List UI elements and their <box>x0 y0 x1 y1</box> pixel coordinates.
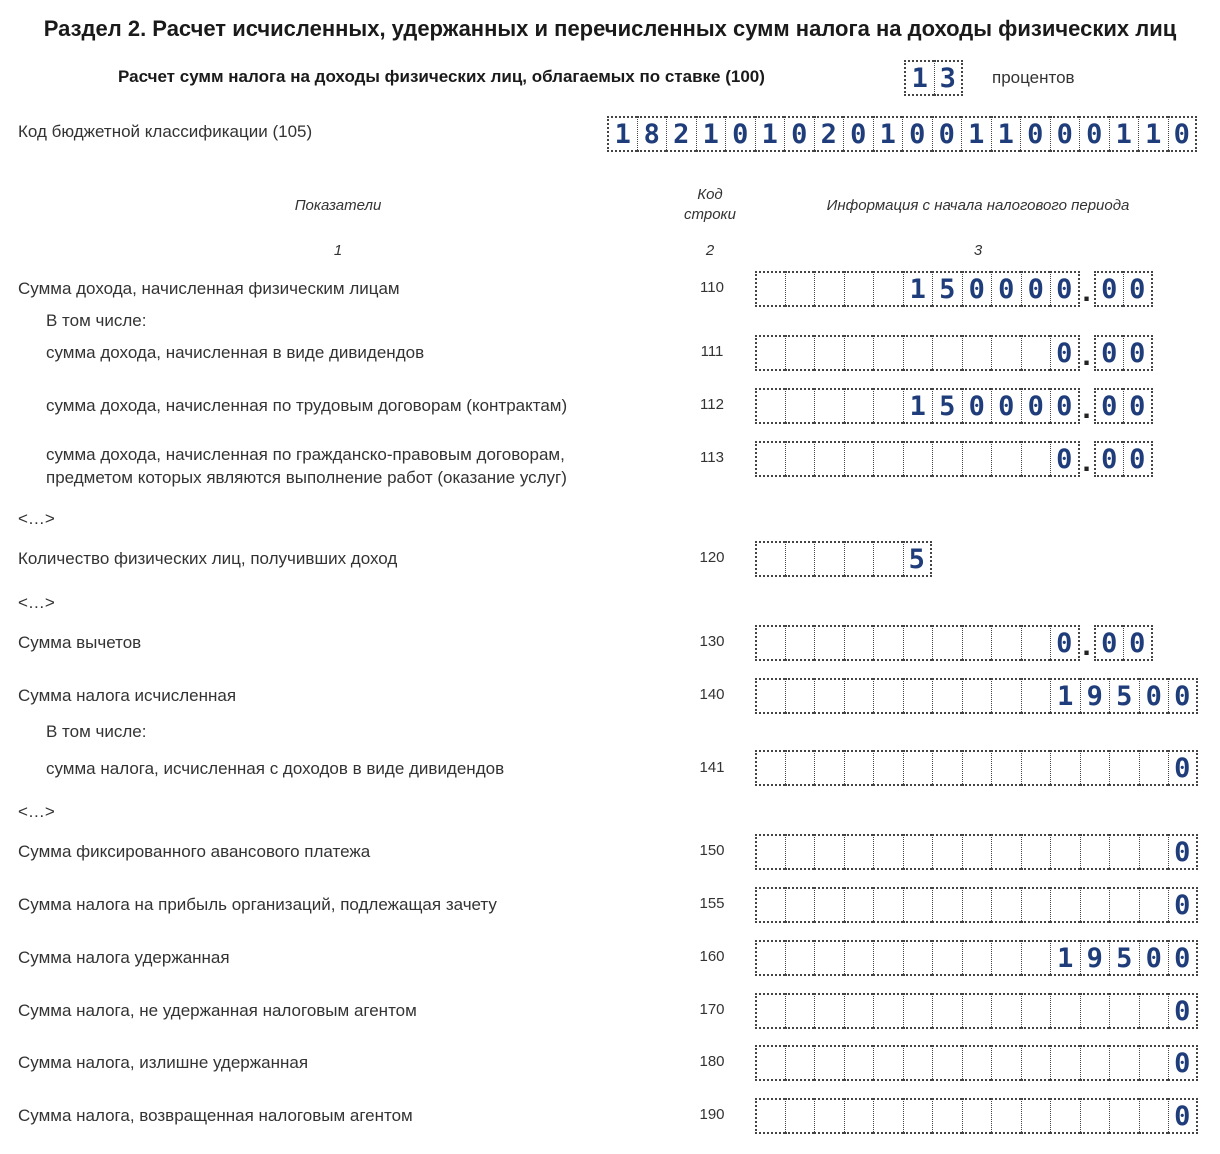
digit-cell[interactable]: 0 <box>1094 625 1124 661</box>
row-120-code: 120 <box>699 549 725 566</box>
row-112-code: 112 <box>700 396 724 413</box>
rate-field[interactable] <box>904 60 963 96</box>
row-190-field[interactable] <box>755 1098 1198 1134</box>
digit-cell[interactable] <box>844 625 874 661</box>
digit-cell[interactable]: 0 <box>1168 834 1198 870</box>
row-110-label: Сумма дохода, начисленная физическим лицам <box>18 279 400 298</box>
section-title: Раздел 2. Расчет исчисленных, удержанных и перечисленных сумм налога на доходы физических лиц <box>43 16 1177 41</box>
digit-cell[interactable] <box>1139 834 1169 870</box>
digit-cell[interactable]: 0 <box>1139 678 1169 714</box>
digit-cell[interactable]: 0 <box>1123 271 1153 307</box>
col-header-code-line1: Код <box>697 186 723 203</box>
digit-cell[interactable] <box>903 887 933 923</box>
digit-cell[interactable] <box>1139 993 1169 1029</box>
digit-cell[interactable] <box>785 834 815 870</box>
digit-cell[interactable]: 0 <box>1168 1045 1198 1081</box>
digit-cell[interactable] <box>932 678 962 714</box>
col-num-1: 1 <box>333 242 343 259</box>
ellipsis-2: <…> <box>18 593 55 612</box>
row-155-label: Сумма налога на прибыль организаций, подлежащая зачету <box>18 895 497 914</box>
digit-cell[interactable]: 1 <box>961 116 991 152</box>
digit-cell[interactable]: 0 <box>725 116 755 152</box>
digit-cell[interactable] <box>814 388 844 424</box>
digit-cell[interactable]: 5 <box>932 388 962 424</box>
row-160-label: Сумма налога удержанная <box>18 948 230 967</box>
digit-cell[interactable] <box>755 541 785 577</box>
digit-cell[interactable]: 0 <box>1050 625 1080 661</box>
row-150-field[interactable] <box>755 834 1198 870</box>
row-155-field[interactable] <box>755 887 1198 923</box>
digit-cell[interactable] <box>785 750 815 786</box>
digit-cell[interactable]: 0 <box>1123 441 1153 477</box>
digit-cell[interactable] <box>991 834 1021 870</box>
digit-cell[interactable]: 1 <box>1109 116 1139 152</box>
row-111-label: сумма дохода, начисленная в виде дивидендов <box>46 343 425 362</box>
row-170-label: Сумма налога, не удержанная налоговым агентом <box>18 1001 417 1020</box>
digit-cell[interactable] <box>873 993 903 1029</box>
row-130-code: 130 <box>699 633 725 650</box>
digit-cell[interactable] <box>991 678 1021 714</box>
kbk-label: Код бюджетной классификации (105) <box>18 122 313 141</box>
digit-cell[interactable] <box>962 750 992 786</box>
rate-label: Расчет сумм налога на доходы физических лиц, облагаемых по ставке (100) <box>118 67 765 86</box>
digit-cell[interactable]: 2 <box>666 116 696 152</box>
digit-cell[interactable] <box>814 940 844 976</box>
row-150-code: 150 <box>699 842 725 859</box>
digit-cell[interactable]: 0 <box>1021 388 1051 424</box>
row-120-label: Количество физических лиц, получивших доход <box>18 549 398 568</box>
row-140-label: Сумма налога исчисленная <box>18 686 237 705</box>
digit-cell[interactable]: 0 <box>962 388 992 424</box>
digit-cell[interactable] <box>814 993 844 1029</box>
digit-cell[interactable] <box>785 441 815 477</box>
row-180-label: Сумма налога, излишне удержанная <box>18 1053 309 1072</box>
digit-cell[interactable] <box>873 834 903 870</box>
digit-cell[interactable] <box>844 993 874 1029</box>
digit-cell[interactable] <box>1050 887 1080 923</box>
digit-cell[interactable]: 0 <box>1168 993 1198 1029</box>
digit-cell[interactable] <box>1050 750 1080 786</box>
row-140-code: 140 <box>699 686 725 703</box>
digit-cell[interactable] <box>1109 887 1139 923</box>
digit-cell[interactable]: 0 <box>1168 116 1198 152</box>
digit-cell[interactable] <box>785 388 815 424</box>
digit-cell[interactable] <box>903 441 933 477</box>
digit-cell[interactable] <box>1109 993 1139 1029</box>
digit-cell[interactable] <box>1139 887 1169 923</box>
digit-cell[interactable]: 9 <box>1080 940 1110 976</box>
digit-cell[interactable] <box>755 834 785 870</box>
digit-cell[interactable] <box>962 625 992 661</box>
digit-cell[interactable] <box>755 940 785 976</box>
digit-cell[interactable]: 0 <box>1123 335 1153 371</box>
digit-cell[interactable] <box>873 1098 903 1134</box>
digit-cell[interactable] <box>903 993 933 1029</box>
digit-cell[interactable]: 8 <box>637 116 667 152</box>
digit-cell[interactable] <box>991 335 1021 371</box>
digit-cell[interactable]: 0 <box>1094 271 1124 307</box>
digit-cell[interactable]: 9 <box>1080 678 1110 714</box>
row-141-field[interactable] <box>755 750 1198 786</box>
including-label-2: В том числе: <box>46 722 147 741</box>
digit-cell[interactable]: 0 <box>1050 388 1080 424</box>
digit-cell[interactable] <box>1021 1045 1051 1081</box>
digit-cell[interactable] <box>814 271 844 307</box>
digit-cell[interactable] <box>785 271 815 307</box>
digit-cell[interactable] <box>903 678 933 714</box>
digit-cell[interactable] <box>844 541 874 577</box>
digit-cell[interactable] <box>844 834 874 870</box>
col-header-indicators: Показатели <box>294 197 382 214</box>
row-113-code: 113 <box>700 449 724 466</box>
digit-cell[interactable]: 0 <box>1168 940 1198 976</box>
including-label-1: В том числе: <box>46 311 147 330</box>
digit-cell[interactable]: 0 <box>1123 625 1153 661</box>
digit-cell[interactable] <box>755 625 785 661</box>
digit-cell[interactable]: 1 <box>904 60 934 96</box>
digit-cell[interactable] <box>1109 1045 1139 1081</box>
digit-cell[interactable] <box>785 1045 815 1081</box>
digit-cell[interactable] <box>844 678 874 714</box>
digit-cell[interactable] <box>1080 1098 1110 1134</box>
digit-cell[interactable] <box>844 750 874 786</box>
digit-cell[interactable]: 1 <box>1138 116 1168 152</box>
row-140-field[interactable] <box>755 678 1198 714</box>
digit-cell[interactable]: 0 <box>843 116 873 152</box>
kbk-field[interactable] <box>607 116 1197 152</box>
row-170-code: 170 <box>699 1001 725 1018</box>
digit-cell[interactable] <box>991 1098 1021 1134</box>
digit-cell[interactable]: 0 <box>1168 678 1198 714</box>
digit-cell[interactable] <box>1080 993 1110 1029</box>
row-180-code: 180 <box>699 1053 725 1070</box>
digit-cell[interactable]: 2 <box>814 116 844 152</box>
digit-cell[interactable] <box>873 388 903 424</box>
ellipsis-1: <…> <box>18 509 55 528</box>
digit-cell[interactable]: 1 <box>755 116 785 152</box>
digit-cell[interactable] <box>962 834 992 870</box>
digit-cell[interactable] <box>785 541 815 577</box>
digit-cell[interactable] <box>785 625 815 661</box>
digit-cell[interactable] <box>814 887 844 923</box>
digit-cell[interactable] <box>962 940 992 976</box>
rate-unit: процентов <box>992 68 1075 87</box>
digit-cell[interactable]: 0 <box>1094 441 1124 477</box>
digit-cell[interactable]: 1 <box>903 388 933 424</box>
digit-cell[interactable]: 0 <box>1168 750 1198 786</box>
digit-cell[interactable] <box>991 1045 1021 1081</box>
digit-cell[interactable] <box>873 887 903 923</box>
digit-cell[interactable]: 1 <box>991 116 1021 152</box>
digit-cell[interactable] <box>814 1098 844 1134</box>
digit-cell[interactable] <box>755 993 785 1029</box>
digit-cell[interactable] <box>903 1098 933 1134</box>
digit-cell[interactable]: 1 <box>607 116 637 152</box>
row-111-field[interactable]: 0 . 0 0 <box>755 335 1153 371</box>
digit-cell[interactable] <box>755 1098 785 1134</box>
digit-cell[interactable] <box>932 625 962 661</box>
digit-cell[interactable] <box>991 750 1021 786</box>
digit-cell[interactable]: 0 <box>1168 1098 1198 1134</box>
digit-cell[interactable]: 1 <box>1050 678 1080 714</box>
row-112-label: сумма дохода, начисленная по трудовым договорам (контрактам) <box>46 396 568 415</box>
digit-cell[interactable] <box>1021 678 1051 714</box>
row-113-field[interactable]: 0 . 0 0 <box>755 441 1153 477</box>
digit-cell[interactable] <box>873 625 903 661</box>
row-130-field[interactable]: 0 . 0 0 <box>755 625 1153 661</box>
digit-cell[interactable]: 3 <box>934 60 964 96</box>
digit-cell[interactable] <box>1021 335 1051 371</box>
row-190-code: 190 <box>699 1106 725 1123</box>
row-110-field[interactable]: 1 5 0 0 0 0 . 0 0 <box>755 271 1153 307</box>
digit-cell[interactable] <box>932 993 962 1029</box>
digit-cell[interactable] <box>1050 1098 1080 1134</box>
digit-cell[interactable]: 0 <box>1020 116 1050 152</box>
digit-cell[interactable] <box>962 993 992 1029</box>
digit-cell[interactable] <box>814 541 844 577</box>
digit-cell[interactable]: 5 <box>932 271 962 307</box>
digit-cell[interactable] <box>844 1098 874 1134</box>
digit-cell[interactable] <box>814 335 844 371</box>
digit-cell[interactable]: 1 <box>873 116 903 152</box>
row-141-code: 141 <box>699 759 725 776</box>
col-header-info: Информация с начала налогового периода <box>826 197 1130 214</box>
digit-cell[interactable] <box>932 335 962 371</box>
digit-cell[interactable] <box>873 271 903 307</box>
row-113-label: сумма дохода, начисленная по гражданско-правовым договорам, предметом которых являются выполнение работ (оказание услуг) <box>46 445 567 487</box>
digit-cell[interactable] <box>844 940 874 976</box>
digit-cell[interactable] <box>1050 834 1080 870</box>
digit-cell[interactable] <box>1021 834 1051 870</box>
digit-cell[interactable] <box>873 335 903 371</box>
digit-cell[interactable] <box>814 750 844 786</box>
digit-cell[interactable] <box>962 678 992 714</box>
row-111-code: 111 <box>700 343 724 360</box>
digit-cell[interactable]: 0 <box>902 116 932 152</box>
digit-cell[interactable]: 5 <box>1109 678 1139 714</box>
row-170-field[interactable] <box>755 993 1198 1029</box>
digit-cell[interactable] <box>1021 940 1051 976</box>
digit-cell[interactable] <box>873 441 903 477</box>
digit-cell[interactable] <box>1021 750 1051 786</box>
digit-cell[interactable] <box>932 1045 962 1081</box>
digit-cell[interactable] <box>991 993 1021 1029</box>
digit-cell[interactable]: 0 <box>1094 388 1124 424</box>
row-130-label: Сумма вычетов <box>18 633 142 652</box>
digit-cell[interactable] <box>755 750 785 786</box>
digit-cell[interactable] <box>844 441 874 477</box>
digit-cell[interactable] <box>1050 1045 1080 1081</box>
digit-cell[interactable] <box>1080 834 1110 870</box>
digit-cell[interactable]: 0 <box>991 388 1021 424</box>
digit-cell[interactable] <box>873 940 903 976</box>
digit-cell[interactable] <box>932 441 962 477</box>
digit-cell[interactable]: 0 <box>1050 271 1080 307</box>
digit-cell[interactable] <box>1109 750 1139 786</box>
digit-cell[interactable] <box>814 441 844 477</box>
digit-cell[interactable] <box>903 335 933 371</box>
digit-cell[interactable] <box>903 1045 933 1081</box>
digit-cell[interactable]: 0 <box>1168 887 1198 923</box>
digit-cell[interactable] <box>785 1098 815 1134</box>
digit-cell[interactable] <box>873 678 903 714</box>
digit-cell[interactable] <box>1109 834 1139 870</box>
digit-cell[interactable]: 0 <box>1050 441 1080 477</box>
col-num-2: 2 <box>705 242 715 259</box>
ellipsis-3: <…> <box>18 802 55 821</box>
digit-cell[interactable] <box>932 887 962 923</box>
digit-cell[interactable]: 5 <box>1109 940 1139 976</box>
row-190-label: Сумма налога, возвращенная налоговым агентом <box>18 1106 413 1125</box>
row-141-label: сумма налога, исчисленная с доходов в виде дивидендов <box>46 759 505 778</box>
digit-cell[interactable] <box>755 335 785 371</box>
digit-cell[interactable] <box>932 1098 962 1134</box>
digit-cell[interactable] <box>873 1045 903 1081</box>
digit-cell[interactable]: 0 <box>1139 940 1169 976</box>
digit-cell[interactable]: 0 <box>1079 116 1109 152</box>
digit-cell[interactable] <box>962 335 992 371</box>
digit-cell[interactable] <box>991 940 1021 976</box>
digit-cell[interactable] <box>1021 993 1051 1029</box>
digit-cell[interactable] <box>844 887 874 923</box>
digit-cell[interactable] <box>785 678 815 714</box>
digit-cell[interactable]: 0 <box>1050 116 1080 152</box>
digit-cell[interactable] <box>785 993 815 1029</box>
digit-cell[interactable] <box>844 388 874 424</box>
digit-cell[interactable] <box>844 271 874 307</box>
digit-cell[interactable] <box>991 887 1021 923</box>
digit-cell[interactable]: 1 <box>1050 940 1080 976</box>
digit-cell[interactable]: 0 <box>991 271 1021 307</box>
digit-cell[interactable] <box>1021 1098 1051 1134</box>
digit-cell[interactable] <box>962 1098 992 1134</box>
digit-cell[interactable]: 0 <box>1050 335 1080 371</box>
digit-cell[interactable]: 0 <box>784 116 814 152</box>
digit-cell[interactable] <box>785 940 815 976</box>
row-160-code: 160 <box>699 948 725 965</box>
digit-cell[interactable]: 1 <box>696 116 726 152</box>
col-header-code-line2: строки <box>684 206 736 223</box>
digit-cell[interactable] <box>1021 625 1051 661</box>
digit-cell[interactable] <box>873 750 903 786</box>
digit-cell[interactable] <box>903 625 933 661</box>
digit-cell[interactable] <box>755 271 785 307</box>
digit-cell[interactable] <box>755 678 785 714</box>
digit-cell[interactable] <box>1080 1045 1110 1081</box>
digit-cell[interactable]: 5 <box>903 541 933 577</box>
col-num-3: 3 <box>973 242 983 259</box>
digit-cell[interactable] <box>755 388 785 424</box>
digit-cell[interactable] <box>1080 750 1110 786</box>
digit-cell[interactable]: 0 <box>932 116 962 152</box>
row-112-field[interactable]: 1 5 0 0 0 0 . 0 0 <box>755 388 1153 424</box>
row-110-code: 110 <box>700 279 724 296</box>
digit-cell[interactable] <box>1109 1098 1139 1134</box>
digit-cell[interactable] <box>1021 887 1051 923</box>
row-180-field[interactable] <box>755 1045 1198 1081</box>
digit-cell[interactable]: 0 <box>1094 335 1124 371</box>
digit-cell[interactable] <box>755 887 785 923</box>
digit-cell[interactable] <box>1139 1045 1169 1081</box>
digit-cell[interactable] <box>903 750 933 786</box>
digit-cell[interactable] <box>814 834 844 870</box>
digit-cell[interactable]: 0 <box>1123 388 1153 424</box>
digit-cell[interactable] <box>932 940 962 976</box>
digit-cell[interactable]: 0 <box>1021 271 1051 307</box>
row-155-code: 155 <box>699 895 725 912</box>
digit-cell[interactable] <box>1139 750 1169 786</box>
digit-cell[interactable] <box>962 887 992 923</box>
digit-cell[interactable] <box>962 1045 992 1081</box>
digit-cell[interactable] <box>1080 887 1110 923</box>
digit-cell[interactable] <box>932 750 962 786</box>
digit-cell[interactable] <box>844 1045 874 1081</box>
digit-cell[interactable] <box>844 335 874 371</box>
digit-cell[interactable] <box>991 441 1021 477</box>
digit-cell[interactable] <box>1050 993 1080 1029</box>
digit-cell[interactable] <box>873 541 903 577</box>
digit-cell[interactable] <box>755 441 785 477</box>
digit-cell[interactable] <box>785 335 815 371</box>
digit-cell[interactable] <box>785 887 815 923</box>
digit-cell[interactable] <box>814 678 844 714</box>
digit-cell[interactable] <box>991 625 1021 661</box>
digit-cell[interactable] <box>903 940 933 976</box>
digit-cell[interactable] <box>1139 1098 1169 1134</box>
row-120-field[interactable] <box>755 541 932 577</box>
digit-cell[interactable] <box>755 1045 785 1081</box>
digit-cell[interactable]: 0 <box>962 271 992 307</box>
digit-cell[interactable] <box>962 441 992 477</box>
row-160-field[interactable] <box>755 940 1198 976</box>
digit-cell[interactable] <box>903 834 933 870</box>
digit-cell[interactable] <box>1021 441 1051 477</box>
row-150-label: Сумма фиксированного авансового платежа <box>18 842 371 861</box>
digit-cell[interactable] <box>814 625 844 661</box>
digit-cell[interactable] <box>814 1045 844 1081</box>
digit-cell[interactable] <box>932 834 962 870</box>
digit-cell[interactable]: 1 <box>903 271 933 307</box>
